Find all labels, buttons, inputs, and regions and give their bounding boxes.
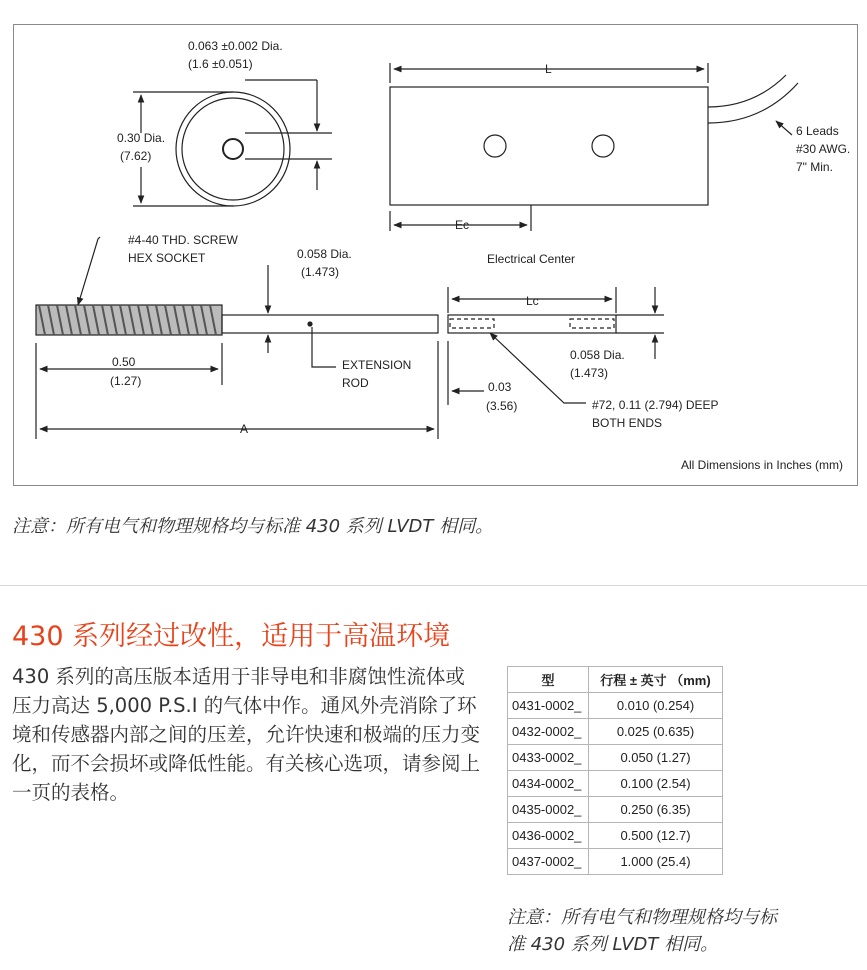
table-row (508, 693, 723, 719)
gap-label: 0.03 (488, 380, 512, 394)
cell-stroke: 0.010 (0.254) (589, 693, 723, 719)
cell-model: 0437-0002_ (508, 849, 589, 875)
stroke-table (507, 666, 723, 875)
technical-drawing (13, 24, 858, 486)
cell-model: 0436-0002_ (508, 823, 589, 849)
cell-stroke: 0.500 (12.7) (589, 823, 723, 849)
outer-dia-mm: (7.62) (120, 149, 152, 163)
cell-stroke: 0.250 (6.35) (589, 797, 723, 823)
section-title: 430 系列经过改性，适用于高温环境 (12, 621, 451, 652)
leads-awg: #30 AWG. (796, 142, 851, 156)
cell-model: 0433-0002_ (508, 745, 589, 771)
electrical-center-label: Electrical Center (487, 252, 576, 266)
table-header-row (508, 667, 723, 693)
extension-label: EXTENSION (342, 358, 412, 372)
cell-stroke: 0.050 (1.27) (589, 745, 723, 771)
screw-label: #4-40 THD. SCREW (128, 233, 238, 247)
spec-note-bottom-line1: 注意：所有电气和物理规格均与标 (507, 907, 777, 928)
table-row (508, 771, 723, 797)
core-dia-label: 0.058 Dia. (570, 348, 625, 362)
header-model: 型 (508, 667, 589, 693)
rod-dia-mm: (1.473) (301, 265, 340, 279)
units-note: All Dimensions in Inches (mm) (681, 458, 844, 472)
cell-model: 0434-0002_ (508, 771, 589, 797)
cell-model: 0431-0002_ (508, 693, 589, 719)
table-row (508, 849, 723, 875)
thread-length-mm: (1.27) (110, 374, 142, 388)
drawing-svg (14, 25, 859, 487)
core-dia-mm: (1.473) (570, 366, 609, 380)
rod-dia-label: 0.058 Dia. (297, 247, 352, 261)
spec-note-bottom-line2: 准 430 系列 LVDT 相同。 (507, 934, 719, 955)
length-A-label: A (240, 422, 249, 436)
section-divider (0, 585, 867, 586)
leads-min: 7" Min. (796, 160, 833, 174)
table-row (508, 823, 723, 849)
lvdt-body (390, 87, 708, 205)
gap-mm: (3.56) (486, 399, 518, 413)
cell-stroke: 0.100 (2.54) (589, 771, 723, 797)
header-stroke: 行程 ± 英寸 （mm) (589, 667, 723, 693)
cell-model: 0435-0002_ (508, 797, 589, 823)
cell-stroke: 1.000 (25.4) (589, 849, 723, 875)
end-view-outer (176, 92, 290, 206)
thread-length-label: 0.50 (112, 355, 136, 369)
ec-label: Ec (455, 218, 470, 232)
cell-stroke: 0.025 (0.635) (589, 719, 723, 745)
rod-label: ROD (342, 376, 369, 390)
hex-socket-label: HEX SOCKET (128, 251, 206, 265)
hole-dia-label: 0.063 ±0.002 Dia. (188, 39, 283, 53)
outer-dia-label: 0.30 Dia. (117, 131, 166, 145)
deep-hole-label: #72, 0.11 (2.794) DEEP (592, 398, 719, 412)
leads-label: 6 Leads (796, 124, 839, 138)
table-row (508, 719, 723, 745)
hole-dia-mm: (1.6 ±0.051) (188, 57, 253, 71)
table-row (508, 797, 723, 823)
spec-note-top: 注意：所有电气和物理规格均与标准 430 系列 LVDT 相同。 (12, 516, 494, 537)
cell-model: 0432-0002_ (508, 719, 589, 745)
length-L-label: L (545, 62, 552, 76)
lc-label: Lc (526, 294, 539, 308)
table-row (508, 745, 723, 771)
both-ends-label: BOTH ENDS (592, 416, 663, 430)
section-body: 430 系列的高压版本适用于非导电和非腐蚀性流体或压力高达 5,000 P.S.I 的气体中作。通风外壳消除了环境和传感器内部之间的压差，允许快速和极端的压力变化，而不会损坏或降低性能。有关核心选项，请参阅上一页的表格。 (12, 665, 481, 804)
